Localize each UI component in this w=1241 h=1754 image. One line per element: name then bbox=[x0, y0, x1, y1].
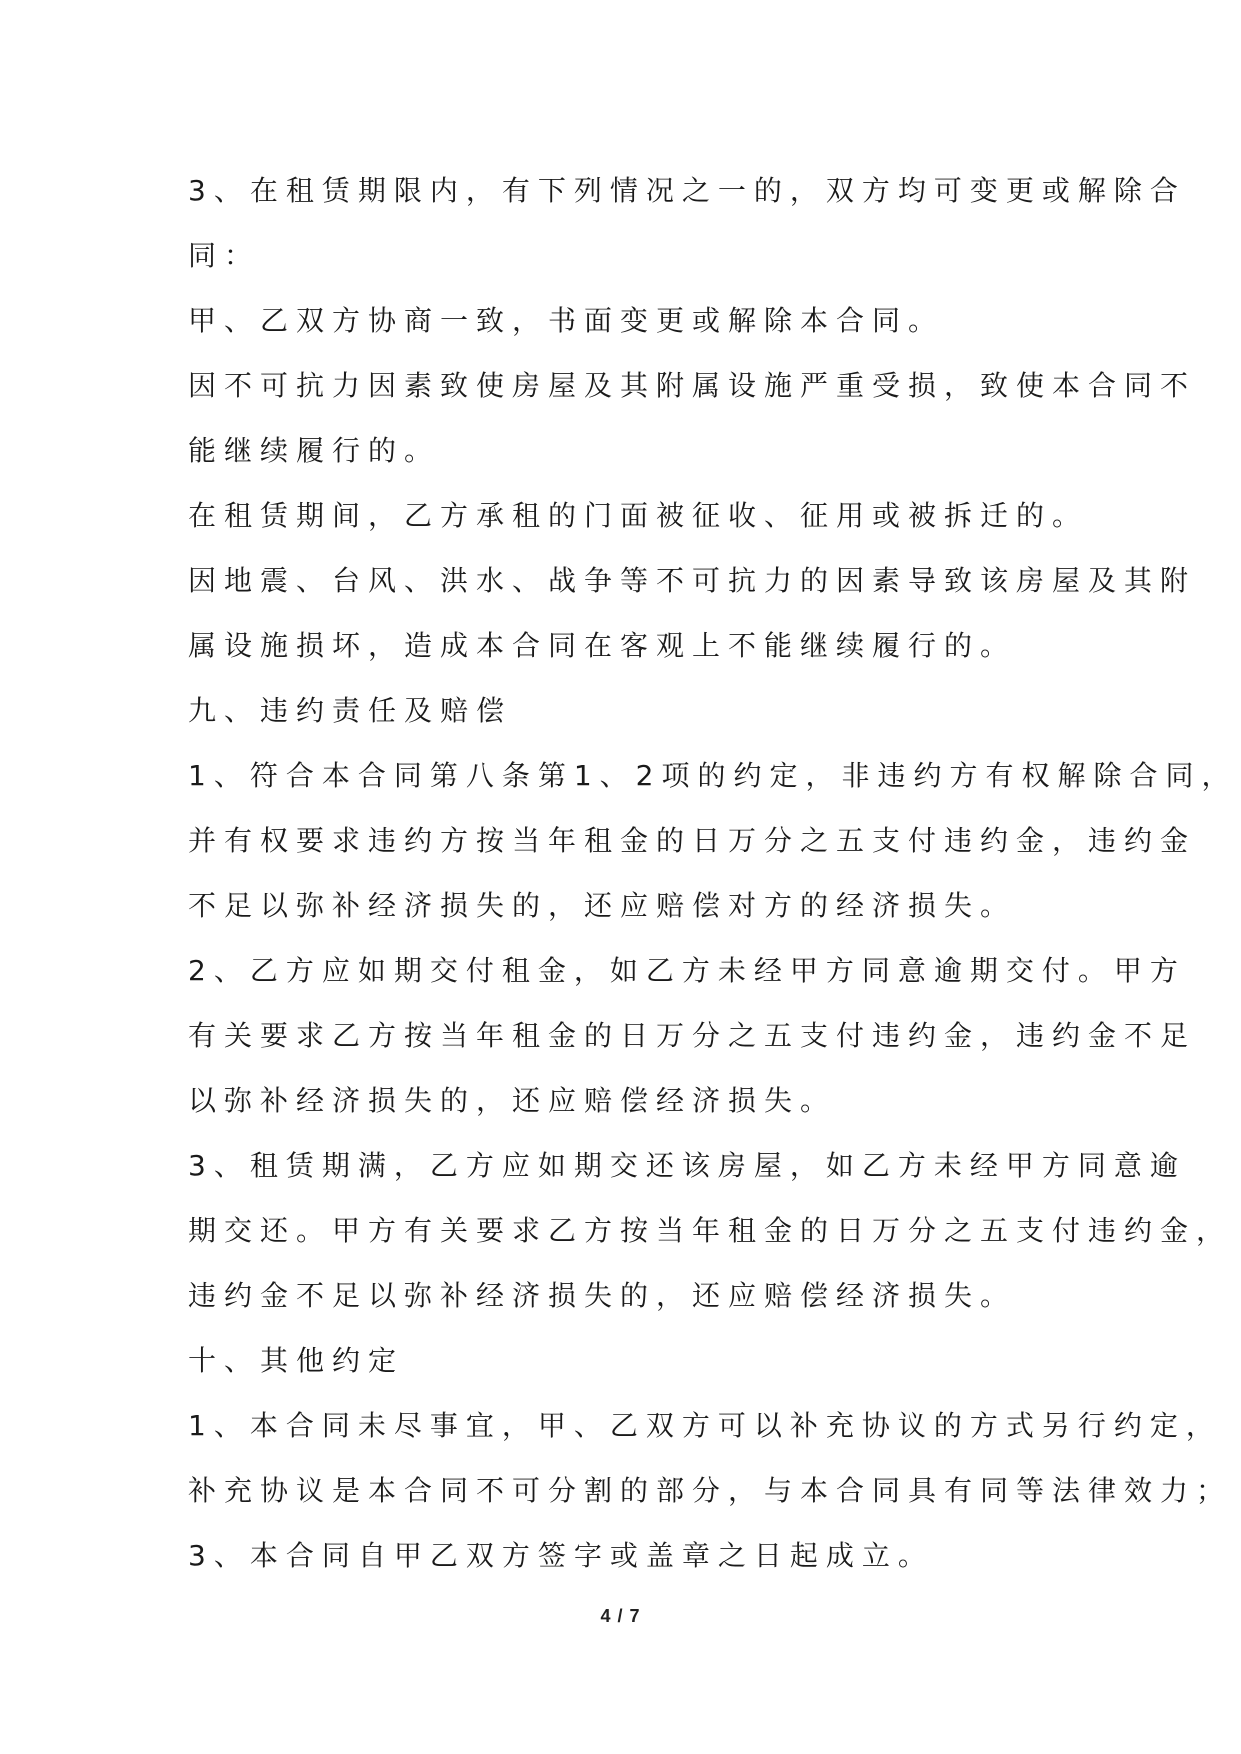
text-line: 甲、乙双方协商一致，书面变更或解除本合同。 bbox=[188, 304, 945, 337]
text-line: 期交还。甲方有关要求乙方按当年租金的日万分之五支付违约金， bbox=[188, 1214, 1233, 1247]
text-line: 补充协议是本合同不可分割的部分，与本合同具有同等法律效力； bbox=[188, 1474, 1233, 1507]
document-body bbox=[188, 158, 1238, 1588]
text-line: 1、本合同未尽事宜，甲、乙双方可以补充协议的方式另行约定， bbox=[188, 1409, 1222, 1442]
text-line: 3、在租赁期限内，有下列情况之一的，双方均可变更或解除合 bbox=[188, 174, 1186, 207]
section-heading: 十、其他约定 bbox=[188, 1344, 405, 1377]
text-line: 3、租赁期满，乙方应如期交还该房屋，如乙方未经甲方同意逾 bbox=[188, 1149, 1186, 1182]
text-line: 违约金不足以弥补经济损失的，还应赔偿经济损失。 bbox=[188, 1279, 1017, 1312]
text-line: 属设施损坏，造成本合同在客观上不能继续履行的。 bbox=[188, 629, 1017, 662]
text-line: 因不可抗力因素致使房屋及其附属设施严重受损，致使本合同不 bbox=[188, 369, 1197, 402]
text-line: 因地震、台风、洪水、战争等不可抗力的因素导致该房屋及其附 bbox=[188, 564, 1197, 597]
text-line: 2、乙方应如期交付租金，如乙方未经甲方同意逾期交付。甲方 bbox=[188, 954, 1186, 987]
text-line: 不足以弥补经济损失的，还应赔偿对方的经济损失。 bbox=[188, 889, 1017, 922]
text-line: 同： bbox=[188, 239, 261, 272]
page-number: 4 / 7 bbox=[600, 1606, 641, 1626]
text-line: 有关要求乙方按当年租金的日万分之五支付违约金，违约金不足 bbox=[188, 1019, 1197, 1052]
text-line: 以弥补经济损失的，还应赔偿经济损失。 bbox=[188, 1084, 837, 1117]
section-heading: 九、违约责任及赔偿 bbox=[188, 694, 513, 727]
text-line: 并有权要求违约方按当年租金的日万分之五支付违约金，违约金 bbox=[188, 824, 1197, 857]
text-line: 在租赁期间，乙方承租的门面被征收、征用或被拆迁的。 bbox=[188, 499, 1089, 532]
text-line: 能继续履行的。 bbox=[188, 434, 441, 467]
text-line: 3、本合同自甲乙双方签字或盖章之日起成立。 bbox=[188, 1539, 934, 1572]
text-line: 1、符合本合同第八条第1、2项的约定，非违约方有权解除合同， bbox=[188, 759, 1238, 792]
